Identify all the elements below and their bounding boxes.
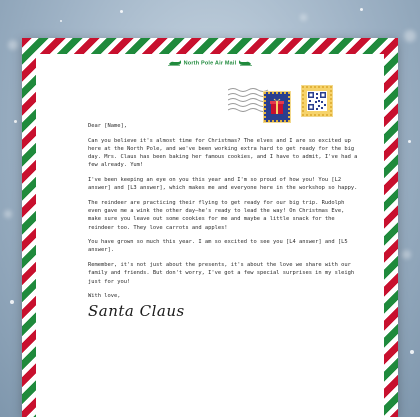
air-mail-letter [22, 38, 398, 417]
letter-paragraph: The reindeer are practicing their flying to get ready for our big trip. Rudolph even gave me a wink the other day—he's ready to lead the way! On Christmas Eve, make sure you leave out some cookies for me and maybe a little snack for the reindeer too. They love carrots and apples! [88, 199, 345, 231]
letterhead [36, 60, 384, 66]
sleigh-icon [168, 60, 182, 66]
letterhead-title: North Pole Air Mail [183, 60, 237, 67]
letter-greeting: Dear [Name], [88, 123, 127, 129]
letter-paragraph: I've been keeping an eye on you this year and I'm so proud of how you! You [L2 answer] and [L3 answer], which makes me and everyone here in the workshop so happy. [88, 177, 358, 192]
letter-closing: With love, [88, 293, 121, 300]
letter-body [88, 122, 358, 320]
qr-code-stamp-icon [302, 86, 332, 116]
sleigh-icon [238, 60, 252, 66]
letter-paragraph: Remember, it's not just about the presents, it's about the love we share with our family and friends. But don't worry, I've got a few special surprises in my sleigh just for you! [88, 262, 355, 285]
letter-paragraph: You have grown so much this year. I am so excited to see you [L4 answer] and [L5 answer]. [88, 239, 348, 254]
gift-stamp-icon [264, 92, 290, 122]
letter-paper [36, 54, 384, 417]
santa-signature: Santa Claus [88, 301, 185, 320]
letter-paragraph: Can you believe it's almost time for Christmas? The elves and I are so excited up here at the North Pole, and we've been working extra hard to get ready for the big day. Mrs. Claus has been baking her famous cookies, and I have to admit, I've had a few already. Yum! [88, 137, 358, 169]
